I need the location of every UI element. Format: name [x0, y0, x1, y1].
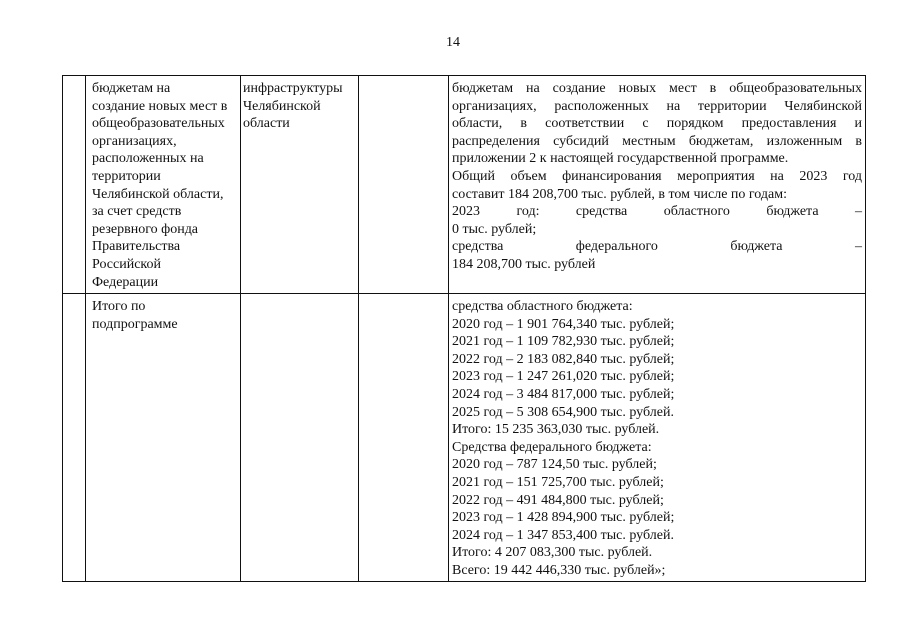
- page-number: 14: [446, 35, 460, 50]
- column-divider: [85, 75, 86, 582]
- cell-line: распределения субсидий местным бюджетам, изложенным в: [452, 133, 862, 149]
- cell-line: области, в соответствии с порядком предоставления и: [452, 116, 862, 132]
- table-border-left: [62, 75, 63, 582]
- table-cell-description: [452, 80, 862, 274]
- cell-line: бюджетам на создание новых мест в общеобразовательных: [452, 81, 862, 96]
- cell-line: 2024 год – 1 347 853,400 тыс. рублей.: [452, 527, 674, 543]
- cell-line: средства областного бюджета:: [452, 299, 633, 314]
- cell-line: 2021 год – 1 109 782,930 тыс. рублей;: [452, 334, 675, 350]
- table-border-bottom: [62, 581, 865, 582]
- cell-line: 2020 год – 787 124,50 тыс. рублей;: [452, 457, 657, 473]
- cell-line: 2022 год – 491 484,800 тыс. рублей;: [452, 492, 664, 508]
- cell-line: области: [243, 116, 290, 132]
- cell-line: Правительства: [92, 239, 181, 255]
- table-cell-description: [452, 298, 862, 580]
- cell-line: за счет средств: [92, 204, 182, 220]
- table-row-divider: [62, 293, 865, 294]
- cell-line: Общий объем финансирования мероприятия на 2023 год: [452, 168, 862, 184]
- cell-line: подпрограмме: [92, 316, 178, 332]
- cell-line: резервного фонда: [92, 221, 199, 237]
- cell-line: Итого: 4 207 083,300 тыс. рублей.: [452, 545, 653, 561]
- column-divider: [240, 75, 241, 582]
- cell-line: территории: [92, 168, 161, 184]
- cell-line: организациях,: [92, 133, 177, 149]
- cell-line: Челябинской: [243, 98, 321, 114]
- table-border-right: [865, 75, 866, 582]
- cell-line: 0 тыс. рублей;: [452, 221, 537, 237]
- cell-line: организациях, расположенных на территории Челябинской: [452, 98, 862, 114]
- table-cell-name: [92, 80, 237, 291]
- cell-line: 184 208,700 тыс. рублей: [452, 256, 596, 272]
- cell-line: 2022 год – 2 183 082,840 тыс. рублей;: [452, 351, 675, 367]
- cell-line: бюджетам на: [92, 81, 171, 96]
- cell-line: приложении 2 к настоящей государственной программе.: [452, 151, 789, 167]
- cell-line: Всего: 19 442 446,330 тыс. рублей»;: [452, 562, 666, 578]
- cell-line: Челябинской области,: [92, 186, 224, 202]
- cell-line: Итого по: [92, 299, 146, 314]
- table-border-top: [62, 75, 865, 76]
- cell-line: Российской: [92, 256, 161, 272]
- cell-line: составит 184 208,700 тыс. рублей, в том числе по годам:: [452, 186, 787, 202]
- cell-line: 2023 год: средства областного бюджета –: [452, 204, 862, 220]
- cell-line: 2020 год – 1 901 764,340 тыс. рублей;: [452, 316, 675, 332]
- cell-line: 2021 год – 151 725,700 тыс. рублей;: [452, 474, 664, 490]
- cell-line: Итого: 15 235 363,030 тыс. рублей.: [452, 422, 660, 438]
- column-divider: [358, 75, 359, 582]
- cell-line: создание новых мест в: [92, 98, 228, 114]
- cell-line: расположенных на: [92, 151, 204, 167]
- cell-line: средства федерального бюджета –: [452, 239, 862, 255]
- cell-line: общеобразовательных: [92, 116, 225, 132]
- cell-line: 2023 год – 1 247 261,020 тыс. рублей;: [452, 369, 675, 385]
- cell-line: 2024 год – 3 484 817,000 тыс. рублей;: [452, 386, 675, 402]
- cell-line: инфраструктуры: [243, 81, 343, 96]
- table-cell-executor: [243, 80, 355, 133]
- cell-line: Федерации: [92, 274, 159, 290]
- table-cell-name: [92, 298, 237, 333]
- cell-line: 2025 год – 5 308 654,900 тыс. рублей.: [452, 404, 674, 420]
- column-divider: [448, 75, 449, 582]
- cell-line: Средства федерального бюджета:: [452, 439, 652, 455]
- cell-line: 2023 год – 1 428 894,900 тыс. рублей;: [452, 510, 675, 526]
